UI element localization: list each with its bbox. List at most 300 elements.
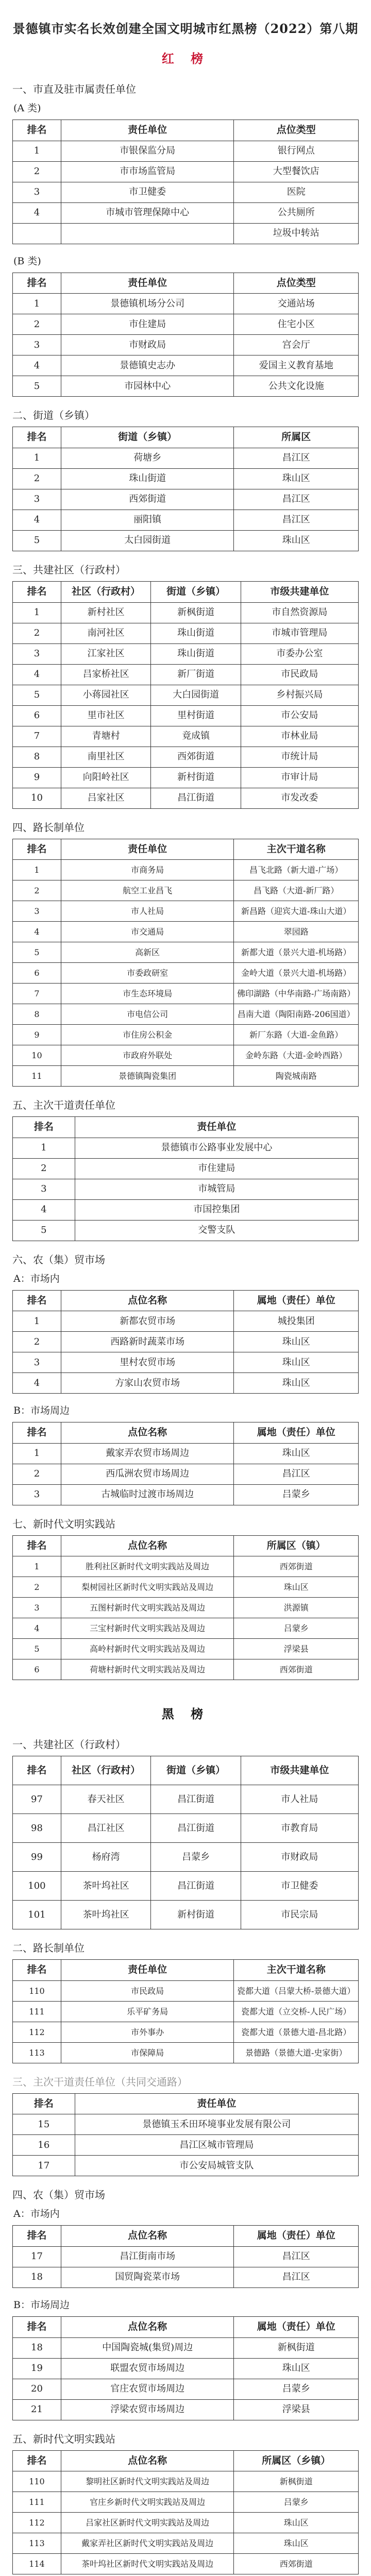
table-row: [13, 922, 359, 942]
table-cell: 市生态环境局: [61, 984, 234, 1004]
table-cell: 昌江社区: [61, 1814, 150, 1843]
table-cell: 市委办公室: [241, 643, 358, 664]
table-header-row: [13, 1290, 359, 1311]
column-header: 排名: [13, 273, 61, 294]
table-cell: 市市场监管局: [61, 161, 234, 182]
table-cell: 住宅小区: [234, 314, 359, 335]
table-row: [13, 2379, 359, 2399]
table-cell: 市园林中心: [61, 376, 234, 397]
column-header: 主次干道名称: [234, 1960, 359, 1981]
table-row: [13, 376, 359, 397]
table-cell: 113: [13, 2533, 61, 2554]
table-cell: 乡村振兴局: [241, 685, 358, 705]
table-row: [13, 767, 359, 788]
table-cell: 市银保监分局: [61, 141, 234, 161]
subsection-label: A：市场内: [13, 2208, 60, 2220]
table-row: [13, 1659, 359, 1680]
table-cell: 珠山街道: [151, 643, 241, 664]
table-cell: 市交通局: [61, 922, 234, 942]
column-header: 排名: [13, 120, 61, 141]
table-cell: 新枫街道: [151, 602, 241, 623]
table-cell: 高新区: [61, 942, 234, 963]
table-row: [13, 202, 359, 223]
table-header-row: [13, 1117, 359, 1138]
table-row: [13, 1373, 359, 1394]
table-cell: 昌飞北路（新大道-广场）: [234, 860, 359, 880]
table-cell: 3: [13, 489, 61, 510]
table-cell: 珠山区: [234, 1352, 359, 1373]
table-cell: 111: [13, 2492, 61, 2513]
table-row: [13, 2022, 359, 2042]
table-cell: 市卫健委: [241, 1872, 358, 1901]
table-row: [13, 182, 359, 202]
table-cell: 市教育局: [241, 1814, 358, 1843]
table-row: [13, 747, 359, 767]
table-cell: 里村农贸市场: [61, 1352, 234, 1373]
subsection-label: (A 类): [13, 103, 41, 114]
section-heading: 五、主次干道责任单位: [12, 1099, 115, 1112]
table-cell: 5: [13, 376, 61, 397]
table-cell: 21: [13, 2399, 61, 2420]
table-cell: 5: [13, 685, 61, 705]
ranking-table: [12, 1959, 359, 2063]
table-cell: 航空工业昌飞: [61, 880, 234, 901]
ranking-table: [12, 1422, 359, 1505]
table-cell: 1: [13, 1311, 61, 1332]
table-row: [13, 1556, 359, 1577]
column-header: 排名: [13, 2316, 61, 2337]
table-cell: 昌江区: [234, 510, 359, 531]
table-cell: 114: [13, 2554, 61, 2574]
column-header: 街道（乡镇）: [151, 1756, 241, 1785]
table-cell: 银行网点: [234, 141, 359, 161]
table-cell: 昌飞路（大道-新厂路）: [234, 880, 359, 901]
table-row: [13, 1443, 359, 1464]
table-cell: 新厂街道: [151, 664, 241, 685]
table-cell: 洪源镇: [234, 1598, 359, 1618]
table-cell: 市住建局: [75, 1158, 358, 1179]
table-cell: [61, 223, 234, 244]
table-cell: 5: [13, 1639, 61, 1659]
table-cell: 市委政研室: [61, 963, 234, 984]
subsection-label: (B 类): [13, 255, 41, 267]
table-cell: 4: [13, 1373, 61, 1394]
table-cell: 113: [13, 2042, 61, 2063]
table-cell: 金岭大道（景兴大道-机场路）: [234, 963, 359, 984]
table-cell: 金岭东路（大道-金岭西路）: [234, 1045, 359, 1066]
table-cell: 6: [13, 1659, 61, 1680]
table-cell: 17: [13, 2246, 61, 2267]
table-cell: 111: [13, 2001, 61, 2022]
table-cell: 联盟农贸市场周边: [61, 2358, 234, 2379]
table-cell: 市统计局: [241, 747, 358, 767]
column-header: 排名: [13, 839, 61, 860]
section-heading: 二、路长制单位: [12, 1942, 85, 1955]
table-cell: 大白园街道: [151, 685, 241, 705]
table-row: [13, 2554, 359, 2574]
section-heading: 五、新时代文明实践站: [12, 2432, 115, 2445]
table-cell: 1: [13, 602, 61, 623]
table-cell: 市卫健委: [61, 182, 234, 202]
table-cell: 中国陶瓷城(集贸)周边: [61, 2337, 234, 2358]
table-cell: 珠山街道: [61, 469, 234, 489]
table-cell: 2: [13, 1577, 61, 1598]
table-cell: 公共厕所: [234, 202, 359, 223]
table-row: [13, 1785, 359, 1814]
table-row: [13, 1577, 359, 1598]
table-cell: 瓷都大道（景德大道-昌北路）: [234, 2022, 359, 2042]
table-cell: 五图村新时代文明实践站及周边: [61, 1598, 234, 1618]
table-row: [13, 602, 359, 623]
ranking-table: [12, 2316, 359, 2420]
table-row: [13, 448, 359, 469]
table-cell: 市外事办: [61, 2022, 234, 2042]
table-cell: 4: [13, 922, 61, 942]
ranking-table: [12, 2093, 359, 2177]
table-row: [13, 1158, 359, 1179]
table-cell: 吕蒙乡: [151, 1843, 241, 1872]
column-header: 市级共建单位: [241, 582, 358, 603]
table-cell: 珠山区: [234, 469, 359, 489]
ranking-table: [12, 839, 359, 1087]
table-cell: 5: [13, 942, 61, 963]
column-header: 排名: [13, 1960, 61, 1981]
section-heading: 二、街道（乡镇）: [12, 409, 95, 422]
table-row: [13, 1484, 359, 1505]
table-row: [13, 788, 359, 808]
table-cell: 西路新时蔬菜市场: [61, 1332, 234, 1352]
ranking-table: [12, 2225, 359, 2288]
column-header: 街道（乡镇）: [151, 582, 241, 603]
table-row: [13, 223, 359, 244]
table-row: [13, 984, 359, 1004]
table-cell: 4: [13, 1618, 61, 1639]
table-cell: 珠山区: [234, 2513, 359, 2533]
table-cell: 市人社局: [61, 901, 234, 922]
column-header: 排名: [13, 582, 61, 603]
table-cell: 市电信公司: [61, 1004, 234, 1025]
table-cell: 4: [13, 510, 61, 531]
column-header: 排名: [13, 2450, 61, 2471]
column-header: 属地（责任）单位: [234, 1290, 359, 1311]
table-cell: 3: [13, 901, 61, 922]
table-cell: 10: [13, 1045, 61, 1066]
table-cell: 8: [13, 747, 61, 767]
table-cell: 西郊街道: [61, 489, 234, 510]
table-cell: 珠山街道: [151, 623, 241, 643]
table-cell: 垃圾中转站: [234, 223, 359, 244]
table-cell: 南里社区: [61, 747, 150, 767]
ranking-table: [12, 1116, 359, 1241]
table-cell: 市公安局城管支队: [75, 2156, 358, 2176]
table-cell: 浮梁农贸市场周边: [61, 2399, 234, 2420]
table-cell: 新村街道: [151, 1901, 241, 1929]
table-row: [13, 2267, 359, 2287]
column-header: 所属区: [234, 427, 359, 448]
column-header: 街道（乡镇）: [61, 427, 234, 448]
table-cell: 市保障局: [61, 2042, 234, 2063]
table-header-row: [13, 1535, 359, 1556]
ranking-table: [12, 427, 359, 551]
table-cell: 吕蒙乡: [234, 1484, 359, 1505]
table-row: [13, 1814, 359, 1843]
table-header-row: [13, 120, 359, 141]
table-cell: 97: [13, 1785, 61, 1814]
table-cell: 昌江街道: [151, 1872, 241, 1901]
column-header: 属地（责任）单位: [234, 1422, 359, 1444]
table-row: [13, 2471, 359, 2492]
table-cell: 17: [13, 2156, 75, 2176]
section-heading: 四、农（集）贸市场: [12, 2189, 105, 2201]
table-header-row: [13, 1422, 359, 1444]
table-cell: 西郊街道: [151, 747, 241, 767]
column-header: 点位名称: [61, 1535, 234, 1556]
table-cell: 浮梁县: [234, 1639, 359, 1659]
section-heading: 三、共建社区（行政村）: [12, 564, 126, 577]
table-cell: 市国控集团: [75, 1199, 358, 1220]
table-cell: 市住房公积金: [61, 1025, 234, 1045]
table-cell: 景德镇史志办: [61, 355, 234, 376]
table-cell: 3: [13, 335, 61, 355]
table-cell: 梨树园社区新时代文明实践站及周边: [61, 1577, 234, 1598]
table-row: [13, 705, 359, 726]
table-cell: 市审计局: [241, 767, 358, 788]
table-cell: 新都大道（景兴大道-机场路）: [234, 942, 359, 963]
table-cell: 16: [13, 2135, 75, 2156]
table-cell: 吕蒙乡: [234, 1618, 359, 1639]
table-header-row: [13, 582, 359, 603]
subsection-label: B：市场周边: [13, 2299, 70, 2311]
table-cell: 市住建局: [61, 314, 234, 335]
table-cell: 1: [13, 860, 61, 880]
table-cell: 市商务局: [61, 860, 234, 880]
table-cell: 101: [13, 1901, 61, 1929]
table-cell: 7: [13, 726, 61, 747]
column-header: 排名: [13, 2226, 61, 2247]
table-cell: 3: [13, 1179, 75, 1199]
table-cell: 春天社区: [61, 1785, 150, 1814]
table-cell: 昌江街道: [151, 788, 241, 808]
table-cell: 4: [13, 355, 61, 376]
table-cell: 9: [13, 1025, 61, 1045]
section-heading: 一、市直及驻市属责任单位: [12, 83, 136, 96]
ranking-table: [12, 1535, 359, 1681]
table-cell: 6: [13, 705, 61, 726]
table-row: [13, 1598, 359, 1618]
column-header: 排名: [13, 1422, 61, 1444]
table-cell: 珠山区: [234, 2533, 359, 2554]
section-heading: 七、新时代文明实践站: [12, 1517, 115, 1530]
table-cell: 市城市管理保障中心: [61, 202, 234, 223]
table-cell: 市自然资源局: [241, 602, 358, 623]
table-cell: 昌江区: [234, 489, 359, 510]
table-cell: 市民政局: [61, 1980, 234, 2001]
table-cell: 市政府外联处: [61, 1045, 234, 1066]
table-cell: 19: [13, 2358, 61, 2379]
table-header-row: [13, 2450, 359, 2471]
table-cell: 1: [13, 1443, 61, 1464]
table-cell: 112: [13, 2022, 61, 2042]
table-row: [13, 1464, 359, 1484]
table-cell: 方家山农贸市场: [61, 1373, 234, 1394]
table-cell: 5: [13, 531, 61, 551]
table-cell: 2: [13, 161, 61, 182]
table-cell: 珠山区: [234, 531, 359, 551]
table-row: [13, 860, 359, 880]
table-cell: 2: [13, 1158, 75, 1179]
table-cell: 陶瓷城南路: [234, 1066, 359, 1087]
column-header: 点位名称: [61, 2450, 234, 2471]
table-row: [13, 1138, 359, 1158]
table-header-row: [13, 2316, 359, 2337]
ranking-table: [12, 581, 359, 809]
table-row: [13, 2246, 359, 2267]
column-header: 点位名称: [61, 1290, 234, 1311]
column-header: 所属区（乡镇）: [234, 2450, 359, 2471]
table-cell: 茶叶坞社区: [61, 1901, 150, 1929]
table-cell: 昌江街道: [151, 1785, 241, 1814]
column-header: 属地（责任）单位: [234, 2316, 359, 2337]
table-cell: 城投集团: [234, 1311, 359, 1332]
table-row: [13, 2492, 359, 2513]
table-cell: 2: [13, 1332, 61, 1352]
table-cell: 2: [13, 469, 61, 489]
column-header: 点位类型: [234, 273, 359, 294]
column-header: 排名: [13, 1756, 61, 1785]
table-cell: 浮梁县: [234, 2399, 359, 2420]
table-cell: 1: [13, 448, 61, 469]
table-header-row: [13, 2226, 359, 2247]
table-cell: 6: [13, 963, 61, 984]
table-header-row: [13, 273, 359, 294]
table-cell: 荷塘乡: [61, 448, 234, 469]
column-header: 排名: [13, 1117, 75, 1138]
section-heading: 六、农（集）贸市场: [12, 1253, 105, 1266]
table-cell: 杨府湾: [61, 1843, 150, 1872]
table-cell: 昌江区: [234, 448, 359, 469]
table-cell: 新都农贸市场: [61, 1311, 234, 1332]
table-cell: 瓷都大道（立交桥-人民广场）: [234, 2001, 359, 2022]
table-cell: 99: [13, 1843, 61, 1872]
table-cell: 市财政局: [61, 335, 234, 355]
table-cell: 交通站场: [234, 294, 359, 314]
table-cell: 20: [13, 2379, 61, 2399]
table-cell: 新村社区: [61, 602, 150, 623]
table-row: [13, 2001, 359, 2022]
table-header-row: [13, 839, 359, 860]
column-header: 点位类型: [234, 120, 359, 141]
table-cell: 丽阳镇: [61, 510, 234, 531]
table-cell: 国贸陶瓷菜市场: [61, 2267, 234, 2287]
table-cell: 7: [13, 984, 61, 1004]
table-cell: 100: [13, 1872, 61, 1901]
table-cell: 黎明社区新时代文明实践站及周边: [61, 2471, 234, 2492]
table-cell: 市财政局: [241, 1843, 358, 1872]
table-row: [13, 335, 359, 355]
black-board-heading: 黑 榜: [161, 1706, 210, 1722]
table-cell: 佛印湖路（中华南路-广场南路）: [234, 984, 359, 1004]
table-cell: 1: [13, 294, 61, 314]
table-cell: 里村街道: [151, 705, 241, 726]
table-cell: 戴家弄农贸市场周边: [61, 1443, 234, 1464]
table-cell: 景德镇陶瓷集团: [61, 1066, 234, 1087]
red-board-heading: 红 榜: [161, 51, 210, 66]
table-row: [13, 623, 359, 643]
table-cell: 2: [13, 1464, 61, 1484]
table-cell: 西郊街道: [234, 1556, 359, 1577]
table-row: [13, 2533, 359, 2554]
table-cell: 乐平矿务局: [61, 2001, 234, 2022]
table-row: [13, 685, 359, 705]
table-cell: 珠山区: [234, 1373, 359, 1394]
table-cell: 昌江区: [234, 1464, 359, 1484]
table-row: [13, 1843, 359, 1872]
table-cell: 茶叶坞社区: [61, 1872, 150, 1901]
table-cell: 1: [13, 141, 61, 161]
column-header: 市级共建单位: [241, 1756, 358, 1785]
table-cell: 吕家社区新时代文明实践站及周边: [61, 2513, 234, 2533]
table-cell: 小蒋园社区: [61, 685, 150, 705]
table-cell: 新昌路（迎宾大道-珠山大道）: [234, 901, 359, 922]
column-header: 属地（责任）单位: [234, 2226, 359, 2247]
table-cell: 古城临时过渡市场周边: [61, 1484, 234, 1505]
table-cell: 8: [13, 1004, 61, 1025]
ranking-table: [12, 2450, 359, 2575]
table-row: [13, 1639, 359, 1659]
table-cell: 瓷都大道（吕蒙大桥-景德大道）: [234, 1980, 359, 2001]
table-cell: 2: [13, 880, 61, 901]
table-cell: 珠山区: [234, 1443, 359, 1464]
table-row: [13, 1025, 359, 1045]
table-cell: 18: [13, 2267, 61, 2287]
table-cell: 吕蒙乡: [234, 2379, 359, 2399]
table-cell: 吕家桥社区: [61, 664, 150, 685]
table-row: [13, 664, 359, 685]
table-row: [13, 1980, 359, 2001]
table-cell: 戴家弄社区新时代文明实践站及周边: [61, 2533, 234, 2554]
table-cell: 高岭村新时代文明实践站及周边: [61, 1639, 234, 1659]
table-cell: 官庄乡新时代文明实践站及周边: [61, 2492, 234, 2513]
table-row: [13, 2156, 359, 2176]
table-row: [13, 1311, 359, 1332]
table-cell: 景德镇玉禾田环境事业发展有限公司: [75, 2114, 358, 2135]
table-cell: 昌江区城市管理局: [75, 2135, 358, 2156]
table-row: [13, 1199, 359, 1220]
table-row: [13, 963, 359, 984]
column-header: 社区（行政村）: [61, 1756, 150, 1785]
table-cell: 太白园街道: [61, 531, 234, 551]
table-cell: 新枫街道: [234, 2337, 359, 2358]
table-cell: 98: [13, 1814, 61, 1843]
table-cell: 景德镇市公路事业发展中心: [75, 1138, 358, 1158]
table-cell: 3: [13, 643, 61, 664]
table-cell: 胜利社区新时代文明实践站及周边: [61, 1556, 234, 1577]
column-header: 主次干道名称: [234, 839, 359, 860]
table-row: [13, 2358, 359, 2379]
table-cell: 4: [13, 1199, 75, 1220]
table-row: [13, 294, 359, 314]
table-row: [13, 161, 359, 182]
column-header: 点位名称: [61, 2316, 234, 2337]
table-cell: 110: [13, 1980, 61, 2001]
table-cell: 大型餐饮店: [234, 161, 359, 182]
table-cell: 竟成镇: [151, 726, 241, 747]
table-cell: 市城管局: [75, 1179, 358, 1199]
table-cell: 翠园路: [234, 922, 359, 942]
column-header: 责任单位: [61, 839, 234, 860]
table-row: [13, 2399, 359, 2420]
column-header: 社区（行政村）: [61, 582, 150, 603]
